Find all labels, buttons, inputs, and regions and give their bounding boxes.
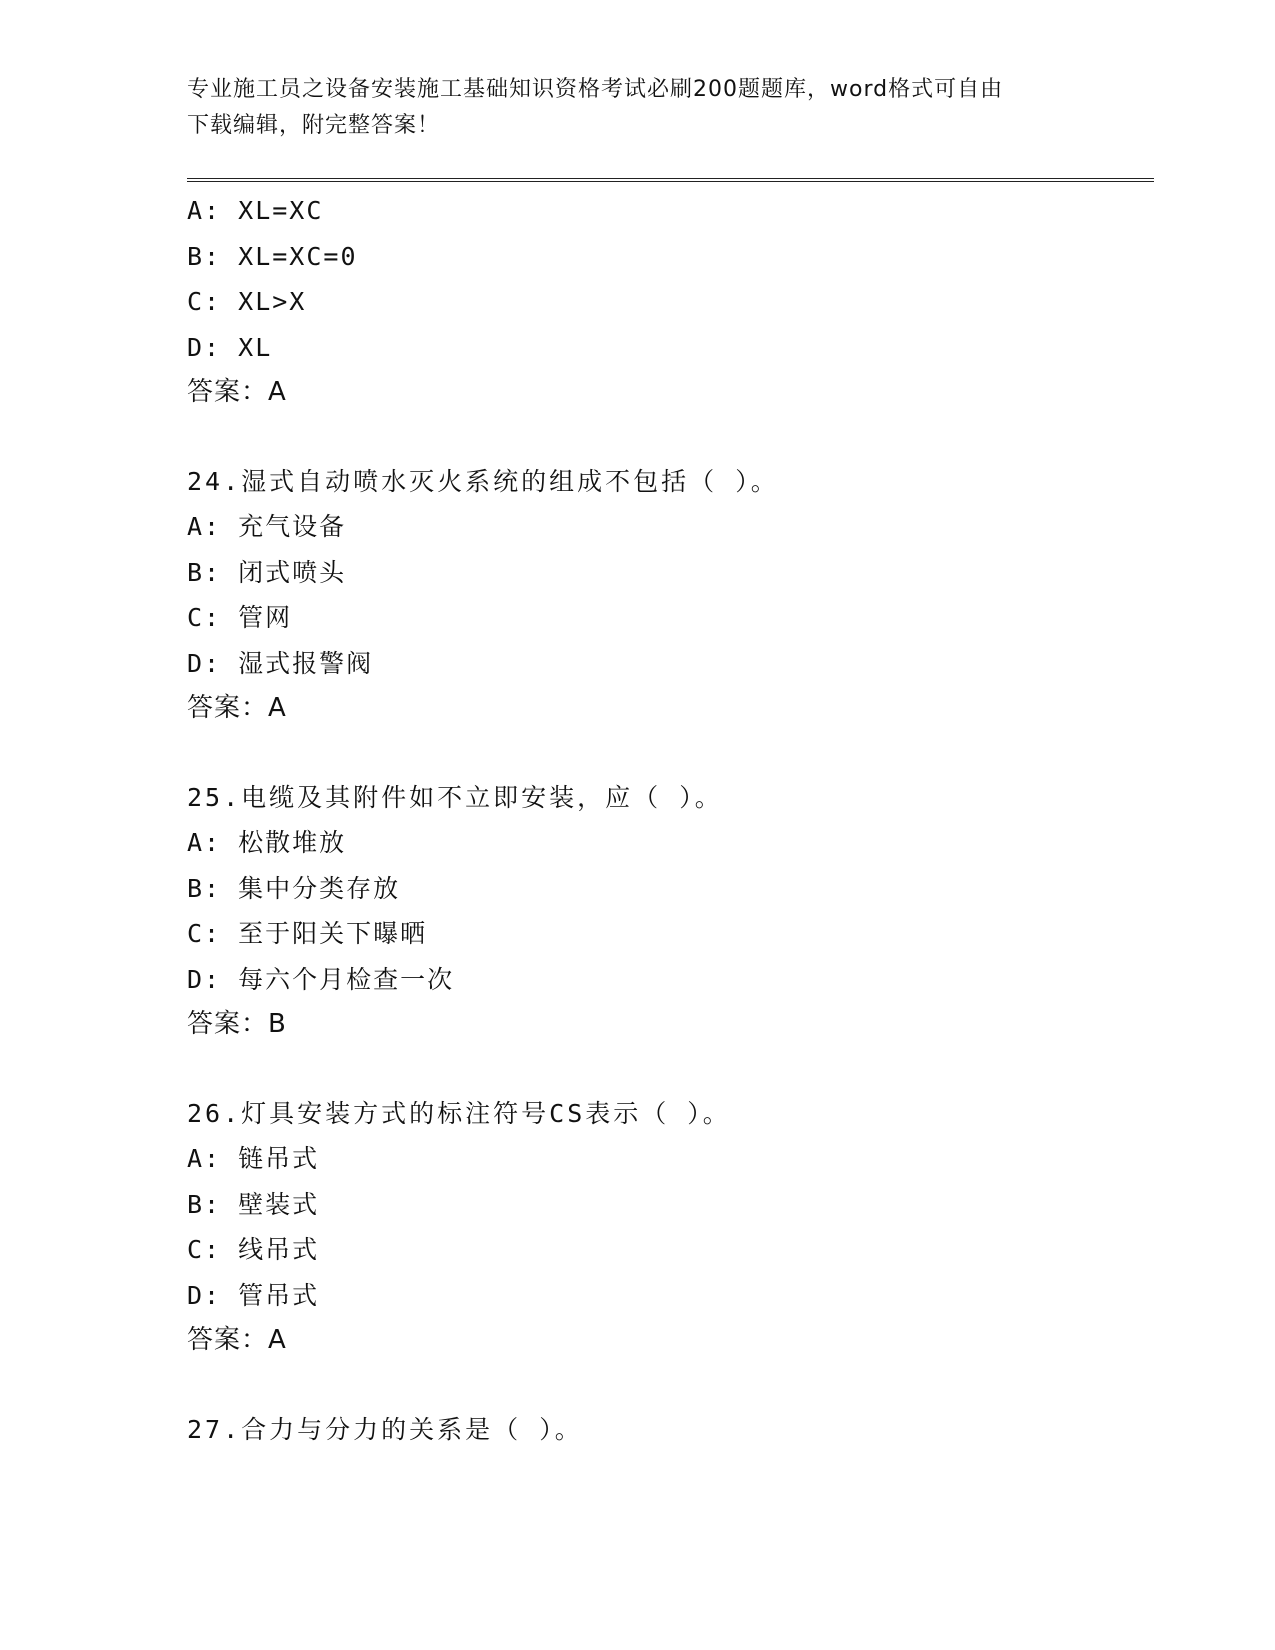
spacer [187, 416, 1167, 459]
answer: 答案：A [187, 693, 287, 723]
option-a: A: XL=XC [187, 196, 324, 225]
option-c: C: 线吊式 [187, 1235, 320, 1264]
question-text: 24.湿式自动喷水灭火系统的组成不包括（ ）。 [187, 466, 779, 496]
header-line-2: 下载编辑，附完整答案！ [187, 113, 441, 138]
option-b: B: 闭式喷头 [187, 557, 347, 587]
option-b: B: 壁装式 [187, 1189, 320, 1219]
question-block-26 [187, 1091, 1167, 1364]
document-header [187, 72, 1087, 144]
question-text: 27.合力与分力的关系是（ ）。 [187, 1414, 583, 1444]
option-c: C: XL>X [187, 287, 307, 316]
option-a: A: 链吊式 [187, 1144, 320, 1173]
option-a: A: 充气设备 [187, 512, 347, 541]
spacer [187, 1048, 1167, 1091]
option-a: A: 松散堆放 [187, 828, 347, 857]
option-d: D: 湿式报警阀 [187, 648, 374, 678]
answer: 答案：A [187, 377, 287, 407]
answer: 答案：B [187, 1009, 287, 1039]
answer: 答案：A [187, 1325, 287, 1355]
option-b: B: XL=XC=0 [187, 241, 358, 271]
option-d: D: 每六个月检查一次 [187, 964, 455, 994]
spacer [187, 1364, 1167, 1407]
option-c: C: 管网 [187, 603, 293, 632]
question-block-24 [187, 459, 1167, 732]
question-block-23 [187, 188, 1167, 416]
question-list [187, 188, 1167, 1452]
question-block-27 [187, 1407, 1167, 1453]
spacer [187, 732, 1167, 775]
question-text: 25.电缆及其附件如不立即安装，应（ ）。 [187, 782, 723, 812]
question-block-25 [187, 775, 1167, 1048]
question-text: 26.灯具安装方式的标注符号CS表示（ ）。 [187, 1098, 731, 1128]
option-d: D: 管吊式 [187, 1280, 320, 1310]
header-divider [187, 178, 1154, 182]
option-d: D: XL [187, 332, 273, 362]
header-line-1: 专业施工员之设备安装施工基础知识资格考试必刷200题题库，word格式可自由 [187, 77, 1004, 102]
option-b: B: 集中分类存放 [187, 873, 401, 903]
option-c: C: 至于阳关下曝晒 [187, 919, 428, 948]
